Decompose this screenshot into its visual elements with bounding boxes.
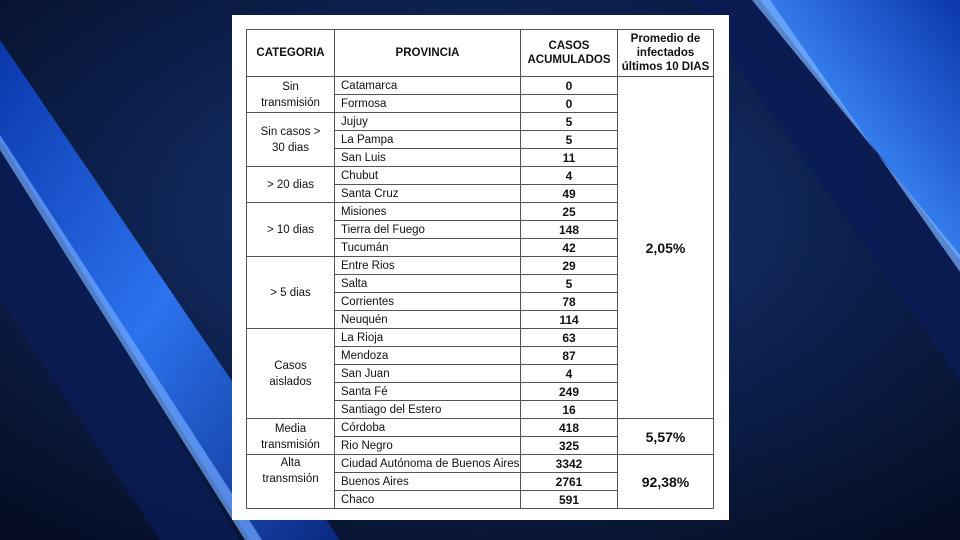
province-cell: Entre Rios: [335, 257, 521, 275]
category-cell: > 20 dias: [247, 167, 335, 203]
cases-cell: 78: [521, 293, 618, 311]
province-cell: Catamarca: [335, 77, 521, 95]
cases-cell: 63: [521, 329, 618, 347]
province-cell: Salta: [335, 275, 521, 293]
cases-cell: 5: [521, 275, 618, 293]
category-cell: Casos aislados: [247, 329, 335, 419]
promedio-cell-bajo: 2,05%: [618, 77, 714, 419]
province-cell: Corrientes: [335, 293, 521, 311]
category-cell: > 10 dias: [247, 203, 335, 257]
province-cell: Santiago del Estero: [335, 401, 521, 419]
province-cell: Neuquén: [335, 311, 521, 329]
cases-cell: 591: [521, 491, 618, 509]
province-cell: La Pampa: [335, 131, 521, 149]
province-cell: Santa Fé: [335, 383, 521, 401]
cases-cell: 114: [521, 311, 618, 329]
cases-cell: 3342: [521, 455, 618, 473]
header-promedio: Promedio de infectados últimos 10 DIAS: [618, 30, 714, 77]
cases-cell: 148: [521, 221, 618, 239]
cases-cell: 29: [521, 257, 618, 275]
header-categoria: CATEGORIA: [247, 30, 335, 77]
cases-cell: 4: [521, 167, 618, 185]
cases-cell: 0: [521, 77, 618, 95]
table-row: [247, 455, 714, 473]
cases-cell: 16: [521, 401, 618, 419]
province-cell: Córdoba: [335, 419, 521, 437]
province-cell: Formosa: [335, 95, 521, 113]
province-cell: Santa Cruz: [335, 185, 521, 203]
cases-cell: 325: [521, 437, 618, 455]
province-cell: Buenos Aires: [335, 473, 521, 491]
table-row: [247, 419, 714, 437]
header-casos: CASOS ACUMULADOS: [521, 30, 618, 77]
province-cell: Ciudad Autónoma de Buenos Aires: [335, 455, 521, 473]
cases-cell: 2761: [521, 473, 618, 491]
promedio-cell-alta: 92,38%: [618, 455, 714, 509]
category-cell: Alta transmsión: [247, 455, 335, 509]
table-card: [232, 15, 729, 520]
province-cell: Jujuy: [335, 113, 521, 131]
cases-cell: 4: [521, 365, 618, 383]
province-cell: Tucumán: [335, 239, 521, 257]
province-cell: Rio Negro: [335, 437, 521, 455]
cases-cell: 5: [521, 131, 618, 149]
province-cell: Chubut: [335, 167, 521, 185]
province-cell: San Luis: [335, 149, 521, 167]
province-cell: Mendoza: [335, 347, 521, 365]
cases-cell: 42: [521, 239, 618, 257]
category-cell: Media transmisión: [247, 419, 335, 455]
table-header-row: [247, 30, 714, 77]
province-cell: Misiones: [335, 203, 521, 221]
table-row: [247, 77, 714, 95]
province-cell: San Juan: [335, 365, 521, 383]
cases-cell: 0: [521, 95, 618, 113]
province-cell: Tierra del Fuego: [335, 221, 521, 239]
cases-cell: 418: [521, 419, 618, 437]
province-cell: La Rioja: [335, 329, 521, 347]
cases-cell: 25: [521, 203, 618, 221]
category-cell: Sin casos > 30 dias: [247, 113, 335, 167]
province-cell: Chaco: [335, 491, 521, 509]
covid-cases-table: [246, 29, 714, 509]
cases-cell: 5: [521, 113, 618, 131]
cases-cell: 49: [521, 185, 618, 203]
category-cell: Sin transmisión: [247, 77, 335, 113]
cases-cell: 11: [521, 149, 618, 167]
header-provincia: PROVINCIA: [335, 30, 521, 77]
cases-cell: 249: [521, 383, 618, 401]
cases-cell: 87: [521, 347, 618, 365]
category-cell: > 5 dias: [247, 257, 335, 329]
promedio-cell-media: 5,57%: [618, 419, 714, 455]
